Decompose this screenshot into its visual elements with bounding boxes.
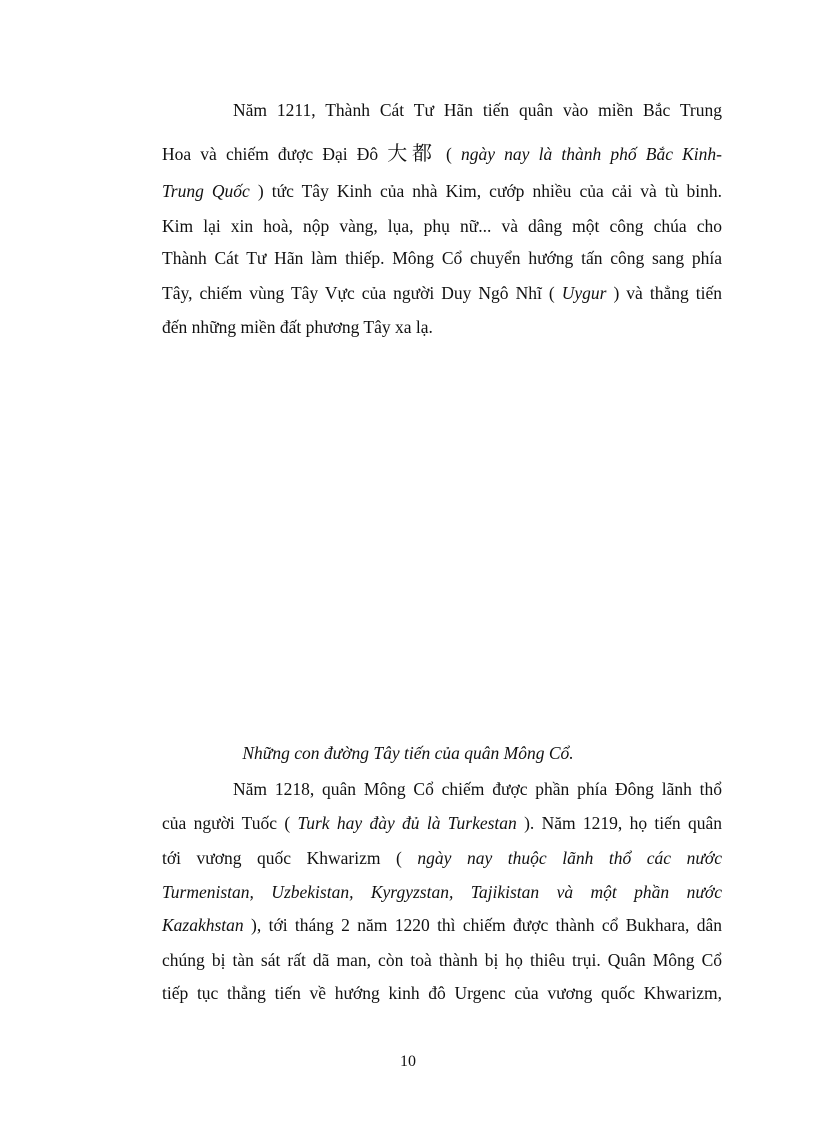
text-span: ), tới tháng 2 năm 1220 thì chiếm được thành cổ Bukhara, dân <box>243 915 722 935</box>
paragraph-2-line-3 <box>162 847 722 869</box>
paragraph-2-line-4 <box>162 881 722 903</box>
text-span: Hoa và chiếm được Đại Đô <box>162 144 388 164</box>
text-span: ) và thẳng tiến <box>606 283 722 303</box>
paragraph-2-line-5 <box>162 914 722 936</box>
italic-text: Turk hay đày đủ là Turkestan <box>297 813 517 833</box>
paragraph-1-line-1: Năm 1211, Thành Cát Tư Hãn tiến quân vào miền Bắc Trung <box>233 100 722 120</box>
paragraph-1-line-6 <box>162 282 722 304</box>
paragraph-2-line-6: chúng bị tàn sát rất dã man, còn toà thành bị họ thiêu trụi. Quân Mông Cổ <box>162 950 722 970</box>
paragraph-1-line-5: Thành Cát Tư Hãn làm thiếp. Mông Cổ chuyển hướng tấn công sang phía <box>162 248 722 268</box>
text-span: ) tức Tây Kinh của nhà Kim, cướp nhiều của cải và tù binh. <box>249 181 722 201</box>
chinese-characters: 大都 <box>387 141 437 165</box>
text-span: tới vương quốc Khwarizm ( <box>162 848 418 868</box>
text-span: ( <box>436 144 461 164</box>
italic-text: ngày nay thuộc lãnh thổ các nước <box>417 848 722 868</box>
page-number: 10 <box>400 1053 416 1070</box>
paragraph-1-line-2 <box>162 142 722 165</box>
italic-text: ngày nay là thành phố Bắc Kinh- <box>460 144 722 164</box>
paragraph-2-line-7: tiếp tục thẳng tiến về hướng kinh đô Urgenc của vương quốc Khwarizm, <box>162 983 722 1003</box>
italic-text: Trung Quốc <box>162 181 250 201</box>
text-span: ). Năm 1219, họ tiến quân <box>516 813 722 833</box>
paragraph-1-line-3 <box>162 180 722 202</box>
paragraph-2-line-1: Năm 1218, quân Mông Cổ chiếm được phần phía Đông lãnh thổ <box>233 779 722 799</box>
italic-text: Uygur <box>561 283 607 303</box>
italic-text: Kazakhstan <box>162 915 244 935</box>
text-span: Tây, chiếm vùng Tây Vực của người Duy Ngô Nhĩ ( <box>162 283 562 303</box>
text-span: của người Tuốc ( <box>162 813 298 833</box>
figure-caption: Những con đường Tây tiến của quân Mông Cổ. <box>242 743 574 763</box>
italic-text: Turmenistan, Uzbekistan, Kyrgyzstan, Tajikistan và một phần nước <box>162 882 722 902</box>
paragraph-1-line-4: Kim lại xin hoà, nộp vàng, lụa, phụ nữ... và dâng một công chúa cho <box>162 216 722 236</box>
paragraph-1-line-7: đến những miền đất phương Tây xa lạ. <box>162 317 433 337</box>
paragraph-2-line-2 <box>162 812 722 834</box>
